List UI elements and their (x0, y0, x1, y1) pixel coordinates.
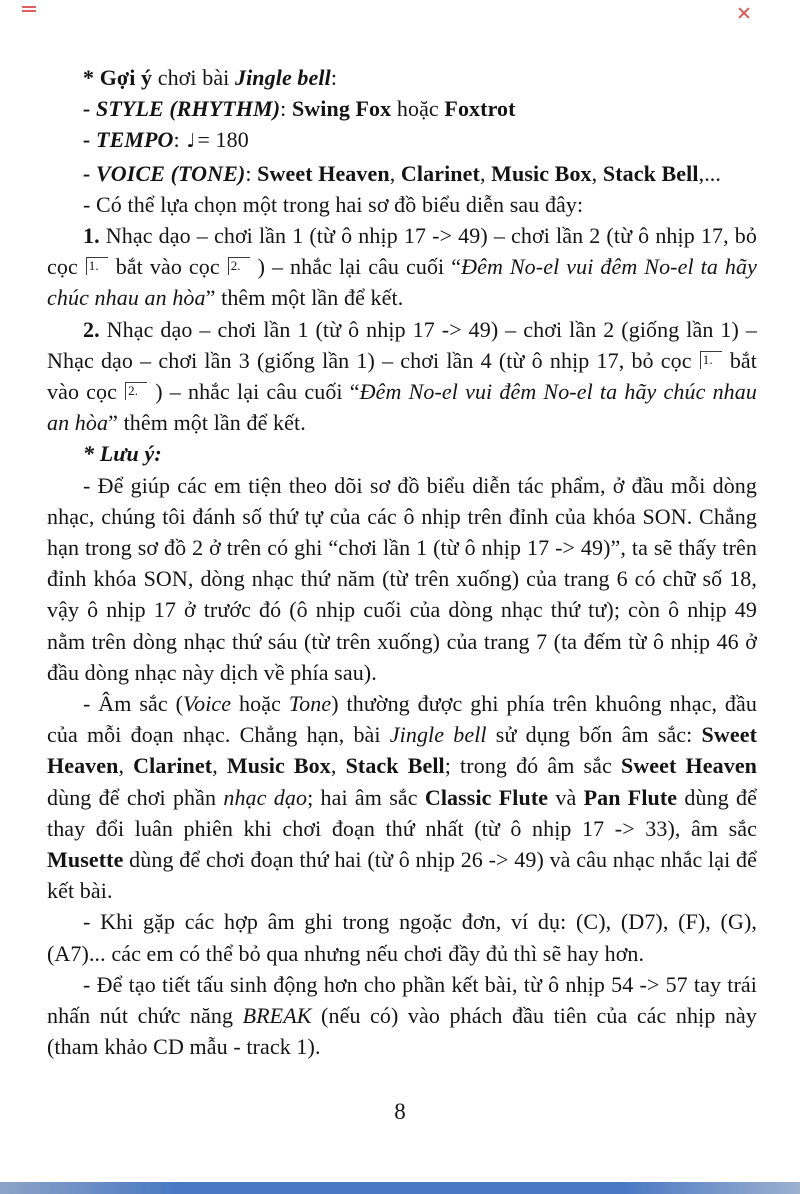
text-run: bắt vào cọc (108, 254, 227, 280)
notes-heading (47, 438, 757, 469)
text-run: - Để giúp các em tiện theo dõi sơ đồ biểu diễn tác phẩm, ở đầu mỗi dòng nhạc, chúng tôi đánh số thứ tự của các ô nhịp trên đỉnh của khóa SON. Chẳng hạn trong sơ đồ 2 ở trên có ghi “chơi lần 1 (từ ô nhịp 17 -> 49)”, ta sẽ thấy trên đỉnh khóa SON, dòng nhạc thứ năm (từ trên xuống) của trang 6 có chữ số 18, vậy ô nhịp 17 ở trước đó (ô nhịp cuối của dòng nhạc thứ tư); còn ô nhịp 49 nằm trên dòng nhạc thứ sáu (từ trên xuống) của trang 7 (ta đếm từ ô nhịp 46 ở đầu dòng nhạc này dịch về phía sau). (47, 472, 757, 685)
page-number: 8 (394, 1099, 406, 1124)
text-run: : (280, 96, 292, 122)
volta-2-icon: 2. (125, 382, 147, 400)
text-run: ) – nhắc lại câu cuối “ (250, 254, 462, 280)
text-run: ” thêm một lần để kết. (205, 285, 404, 311)
text-run: Sweet Heaven (620, 753, 758, 779)
text-run: - TEMPO (83, 127, 174, 153)
text-run: 2. (83, 316, 100, 342)
red-scan-artifact-top-left (22, 6, 36, 8)
text-run: , (591, 160, 603, 186)
text-run: : (245, 160, 258, 186)
text-run: chơi bài (152, 65, 235, 90)
text-run: , (118, 753, 134, 779)
text-run: , (479, 160, 492, 186)
note-chords (47, 906, 757, 968)
text-run: ) – nhắc lại câu cuối “ (148, 379, 360, 405)
volta-1-icon: 1. (700, 351, 722, 369)
text-run: Music Box (491, 160, 592, 186)
text-run: : (330, 65, 338, 90)
text-run: Jingle bell (235, 65, 331, 90)
options-intro (47, 189, 757, 220)
text-run: ; trong đó âm sắc (444, 753, 621, 779)
text-run: Clarinet (400, 160, 480, 186)
scheme-2 (47, 314, 757, 439)
text-run: BREAK (242, 1003, 312, 1029)
text-run: sử dụng bốn âm sắc: (486, 722, 702, 748)
text-run: hoặc (231, 691, 289, 717)
text-run: Đêm No-el vui đêm No-el ta hãy chúc nhau an hòa (47, 379, 757, 436)
text-run: ) thường được ghi phía trên khuông nhạc, đầu của mỗi đoạn nhạc. Chẳng hạn, bài (47, 691, 757, 748)
text-run: = 180 (197, 127, 249, 153)
scheme-1 (47, 220, 757, 314)
text-run: Jingle bell (389, 722, 487, 748)
text-run: * Lưu ý: (83, 441, 162, 467)
volta-1-icon: 1. (86, 257, 108, 275)
text-run: ,... (698, 160, 721, 186)
text-run: Voice (183, 691, 232, 717)
text-run: , (330, 753, 346, 779)
text-run: - STYLE (RHYTHM) (83, 96, 281, 122)
text-run: Đêm No-el vui đêm No-el ta hãy chúc nhau an hòa (47, 254, 757, 311)
text-block (47, 62, 757, 1063)
text-run: Sweet Heaven (257, 160, 390, 186)
text-run: dùng để chơi đoạn thứ hai (từ ô nhịp 26 -> 49) và câu nhạc nhắc lại để kết bài. (47, 847, 757, 904)
footer-accent-bar (0, 1182, 800, 1194)
text-run: - Khi gặp các hợp âm ghi trong ngoặc đơn, ví dụ: (C), (D7), (F), (G), (A7)... các em có thể bỏ qua nhưng nếu chơi đầy đủ thì sẽ hay hơn. (47, 909, 757, 966)
text-run: - Có thể lựa chọn một trong hai sơ đồ biểu diễn sau đây: (83, 191, 584, 217)
style-line (47, 93, 757, 124)
text-run: dùng để chơi phần (47, 784, 224, 810)
text-run: 1. (83, 223, 100, 249)
text-run: Clarinet (133, 753, 213, 779)
volta-2-icon: 2. (228, 257, 250, 275)
text-run: Nhạc dạo – chơi lần 1 (từ ô nhịp 17 -> 49) – chơi lần 2 (giống lần 1) – Nhạc dạo – chơi lần 3 (giống lần 1) – chơi lần 4 (từ ô nhịp 17, bỏ cọc (47, 316, 757, 373)
text-run: * Gợi ý (83, 65, 153, 90)
text-run: và (548, 784, 584, 810)
red-x-scan-artifact (738, 7, 750, 19)
text-run: bắt vào cọc (47, 347, 758, 405)
text-run: Musette (47, 847, 124, 873)
suggestion-heading (47, 62, 757, 93)
text-run: nhạc dạo (223, 784, 308, 810)
text-run: Music Box (226, 753, 331, 779)
text-run: : (173, 127, 186, 153)
text-run: , (212, 753, 227, 779)
note-break (47, 969, 757, 1063)
text-run: Tone (288, 691, 332, 717)
note-measure-numbers (47, 470, 757, 688)
text-run: - Để tạo tiết tấu sinh động hơn cho phần kết bài, từ ô nhịp 54 -> 57 tay trái nhấn nút chức năng (47, 971, 757, 1029)
text-run: Nhạc dạo – chơi lần 1 (từ ô nhịp 17 -> 49) – chơi lần 2 (từ ô nhịp 17, bỏ cọc (47, 223, 757, 280)
text-run: ” thêm một lần để kết. (108, 410, 306, 436)
text-run: - VOICE (TONE) (83, 160, 246, 186)
quarter-note-icon: ♩ (186, 130, 196, 153)
text-run: (nếu có) vào phách đầu tiên của các nhịp này (tham khảo CD mẫu - track 1). (47, 1003, 757, 1060)
text-run: Stack Bell (602, 160, 699, 186)
text-run: , (389, 160, 401, 186)
text-run: Sweet Heaven (47, 722, 758, 779)
text-run: Classic Flute (424, 784, 549, 810)
text-run: hoặc (391, 96, 445, 122)
text-run: dùng để thay đổi luân phiên khi chơi đoạn thứ nhất (từ ô nhịp 17 -> 33), âm sắc (47, 784, 757, 841)
text-run: ; hai âm sắc (307, 784, 425, 810)
text-run: - Âm sắc ( (83, 691, 184, 717)
note-voices (47, 688, 757, 906)
text-run: Stack Bell (345, 753, 445, 779)
tempo-line (47, 124, 757, 157)
text-run: Foxtrot (444, 96, 516, 122)
text-run: Pan Flute (583, 784, 678, 810)
text-run: Swing Fox (291, 96, 392, 122)
voice-line (47, 158, 757, 189)
